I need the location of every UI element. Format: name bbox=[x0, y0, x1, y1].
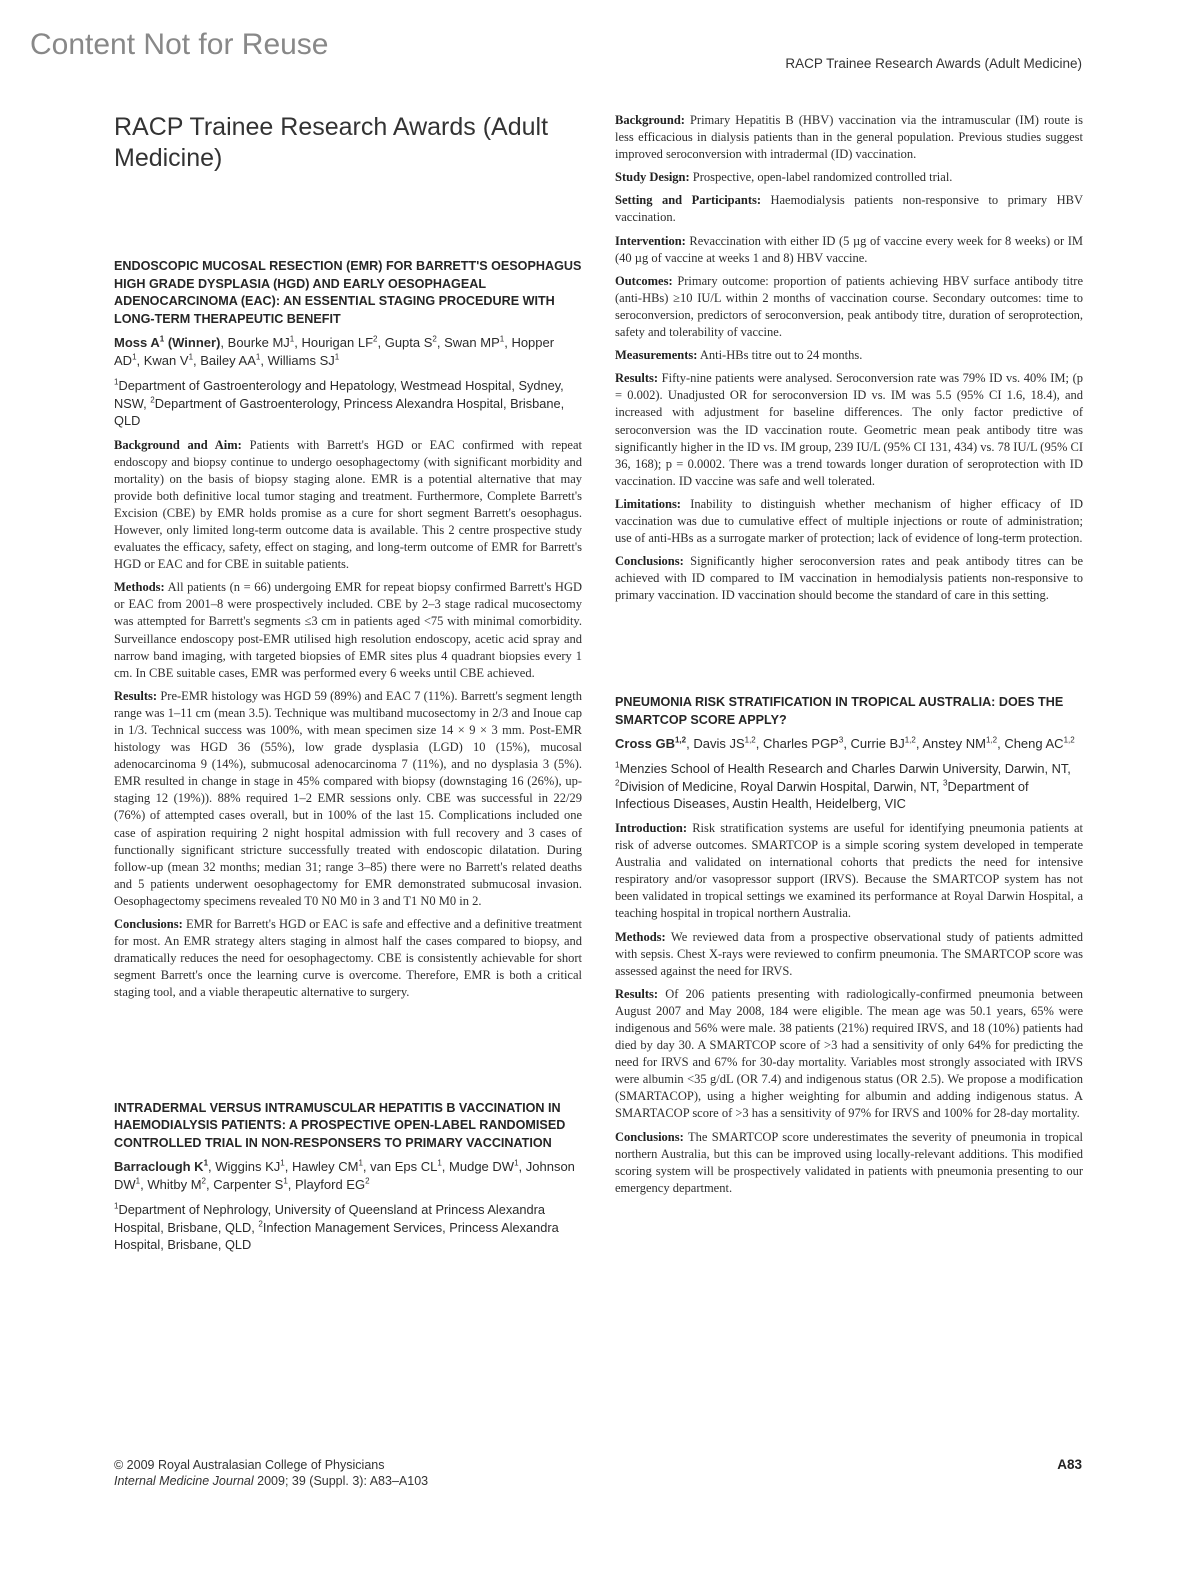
section-label: Limitations: bbox=[615, 496, 681, 511]
affil-mark: 2 bbox=[150, 395, 155, 405]
author bbox=[114, 335, 220, 350]
section-text: Of 206 patients presenting with radiologically-confirmed pneumonia between August 2007 and May 2008, 184 were eligible. The mean age was 50.1 years, 65% were indigenous and 56% were male. 38 patients (21%) required IRVS, and 18 (10%) patients had died by day 30. A SMARTCOP score of >3 had a sensitivity of only 64% for predicting the need for IRVS and 67% for 30-day mortality. Variables most strongly associated with IRVS were albumin <35 g/dL (OR 7.4) and indigenous status (OR 2.5). We propose a modification (SMARTACOP), using a higher weighting for albumin and adding indigenous status. A SMARTACOP score of >3 has a sensitivity of 97% for IRVS and 100% for 28-day mortality. bbox=[615, 986, 1084, 1121]
abstract-section bbox=[615, 169, 1083, 186]
abstract-body bbox=[114, 437, 582, 1002]
abstract-section bbox=[114, 916, 582, 1001]
author-affil-mark: 1 bbox=[203, 1158, 209, 1168]
abstract-hbv-header bbox=[114, 1100, 582, 1254]
section-text: Anti-HBs titre out to 24 months. bbox=[699, 348, 863, 363]
affil-text: Infection Management Services, Princess Alexandra Hospital, Brisbane, QLD bbox=[114, 1219, 559, 1252]
author-affil-mark: 2 bbox=[373, 334, 378, 344]
author-affil-mark: 1 bbox=[514, 1158, 519, 1168]
section-text: Pre-EMR histology was HGD 59 (89%) and EAC 7 (11%). Barrett's segment length range was 1–11 cm (mean 3.5). Technique was multiband mucosectomy in 2/3 and Inoue cap in 1/3. Technical success was 100%, with mean specimen size 14 × 9 × 3 mm. Post-EMR histology was HGD 36 (55%), low grade dysplasia (LGD) 10 (15%), mucosal adenocarcinoma 9 (14%), submucosal adenocarcinoma 7 (11%), and no dysplasia 3 (5%). EMR resulted in change in stage in 45% compared with biopsy (downstaging 16 (26%), up-staging 12 (19%)). 88% required 1–2 EMR sessions only. CBE was successful in 22/29 (76%) of attempted cases overall, but in 100% of the last 15. Complications included one case of aspiration requiring 2 night hospital admission with full recovery and 3 cases of functionally significant stricture successfully treated with endoscopic dilatation. During follow-up (mean 32 months; median 31; range 3–85) there were no Barrett's related deaths and 5 patients underwent oesophagectomy for EMR demonstrated submucosal invasion. Oesophagectomy specimens revealed T0 N0 M0 in 3 and T1 N0 M0 in 2. bbox=[114, 688, 583, 908]
section-label: Methods: bbox=[615, 929, 666, 944]
author-name: Cross GB bbox=[615, 736, 675, 752]
author bbox=[147, 1177, 206, 1192]
author-affil-mark: 1 bbox=[159, 334, 165, 344]
section-label: Background: bbox=[615, 113, 685, 127]
section-text: Significantly higher seroconversion rates and peak antibody titres can be achieved with ID compared to IM vaccination in hemodialysis patients non-responsive to primary vaccination. ID vaccination should become the standard of care in this setting. bbox=[615, 554, 1083, 603]
citation bbox=[114, 1473, 428, 1489]
author-affil-mark: 1 bbox=[255, 352, 261, 362]
abstract-section bbox=[615, 553, 1083, 604]
author bbox=[1004, 736, 1074, 751]
abstract-section bbox=[114, 579, 582, 682]
affil-text: Menzies School of Health Research and Charles Darwin University, Darwin, NT, bbox=[619, 761, 1071, 777]
author bbox=[114, 1159, 208, 1174]
author bbox=[693, 736, 755, 751]
section-label: Conclusions: bbox=[114, 917, 183, 932]
section-label: Background and Aim: bbox=[114, 437, 242, 452]
author-name: Cheng AC bbox=[1004, 736, 1064, 752]
author-affil-mark: 1,2 bbox=[985, 736, 998, 746]
author bbox=[922, 736, 997, 751]
author-affil-mark: 1 bbox=[188, 352, 194, 362]
author-list: Moss $A^1$ (Winner), Bourke $MJ^1$, Hourigan $LF^2$, Gupta $S^2$, Swan $MP^1$, Hopper $AD^1$, Kwan $V^1$, Bailey $AA^1$, Williams $SJ^1$ bbox=[114, 334, 555, 368]
author bbox=[144, 353, 193, 368]
author-note: (Winner) bbox=[164, 335, 221, 350]
author-name: Anstey NM bbox=[922, 736, 986, 752]
footer bbox=[114, 1457, 428, 1489]
affil-text: Department of Infectious Diseases, Austin Health, Heidelberg, VIC bbox=[615, 778, 1029, 812]
affiliations bbox=[615, 760, 1083, 813]
author-affil-mark: 1,2 bbox=[1063, 736, 1075, 746]
abstract-section bbox=[615, 986, 1083, 1123]
author-name: Moss A bbox=[114, 335, 160, 350]
abstract-pneumonia bbox=[615, 694, 1083, 1196]
author bbox=[200, 353, 260, 368]
author-name: Swan MP bbox=[444, 335, 500, 350]
author-affil-mark: 3 bbox=[838, 736, 844, 746]
abstract-section bbox=[615, 112, 1083, 163]
affil-text: Division of Medicine, Royal Darwin Hospital, Darwin, NT, bbox=[619, 778, 944, 794]
section-label: Conclusions: bbox=[615, 554, 684, 569]
author-name: Hawley CM bbox=[291, 1159, 359, 1174]
section-label: Conclusions: bbox=[615, 1129, 684, 1144]
section-label: Study Design: bbox=[615, 170, 690, 185]
abstract-body bbox=[615, 820, 1083, 1197]
author bbox=[292, 1159, 363, 1174]
author-affil-mark: 1,2 bbox=[904, 736, 916, 746]
author-name: Carpenter S bbox=[213, 1177, 284, 1192]
author-name: van Eps CL bbox=[370, 1159, 438, 1174]
section-text: EMR for Barrett's HGD or EAC is safe and effective and a definitive treatment for most. An EMR strategy alters staging in almost half the cases compared to biopsy, and dramatically reduces the need for oesophagectomy. CBE is consistently achievable for short segment Barrett's once the learning curve is overcome. Therefore, EMR is both a critical staging tool, and a viable therapeutic alternative to surgery. bbox=[114, 917, 583, 1000]
author-name: Wiggins KJ bbox=[215, 1159, 281, 1174]
affil-mark: 2 bbox=[615, 778, 620, 788]
author bbox=[385, 335, 437, 350]
section-text: The SMARTCOP score underestimates the severity of pneumonia in tropical northern Australia, but this can be improved using locally-relevant additions. This modified scoring system will be prospectively validated in patients with pneumonia presenting to our emergency department. bbox=[615, 1129, 1083, 1195]
author bbox=[268, 353, 340, 368]
abstract-section bbox=[615, 347, 1083, 364]
abstract-section bbox=[615, 192, 1083, 226]
watermark: Content Not for Reuse bbox=[30, 28, 329, 61]
section-text: Risk stratification systems are useful for identifying pneumonia patients at risk of adverse outcomes. SMARTCOP is a simple scoring system developed in temperate Australia and validated on international cohorts that predicts the need for intensive respiratory and/or vasopressor support (IRVS). Because the SMARTCOP system has not been validated in tropical settings we examined its performance at Royal Darwin Hospital, a teaching hospital in tropical northern Australia. bbox=[615, 820, 1083, 921]
author-affil-mark: 1 bbox=[132, 352, 137, 362]
affil-text: Department of Nephrology, University of Queensland at Princess Alexandra Hospital, Brisbane, QLD, bbox=[114, 1202, 545, 1235]
author-name: Williams SJ bbox=[267, 353, 335, 368]
author-name: Bailey AA bbox=[200, 353, 256, 368]
abstract-title: ENDOSCOPIC MUCOSAL RESECTION (EMR) FOR BARRETT'S OESOPHAGUS HIGH GRADE DYSPLASIA (HGD) AND EARLY OESOPHAGEAL ADENOCARCINOMA (EAC): AN ESSENTIAL STAGING PROCEDURE WITH LONG-TERM THERAPEUTIC BENEFIT bbox=[114, 259, 582, 326]
author-name: Hopper AD bbox=[114, 335, 555, 368]
journal-title: RACP Trainee Research Awards (Adult Medicine) bbox=[114, 113, 549, 172]
abstract-title: PNEUMONIA RISK STRATIFICATION IN TROPICAL AUSTRALIA: DOES THE SMARTCOP SCORE APPLY? bbox=[615, 695, 1064, 727]
affil-mark: 2 bbox=[258, 1219, 263, 1229]
affil-mark: 1 bbox=[114, 377, 119, 387]
abstract-title: INTRADERMAL VERSUS INTRAMUSCULAR HEPATITIS B VACCINATION IN HAEMODIALYSIS PATIENTS: A PROSPECTIVE OPEN-LABEL RANDOMISED CONTROLLED TRIAL IN NON-RESPONSERS TO PRIMARY VACCINATION bbox=[114, 1100, 566, 1150]
affil-mark: 1 bbox=[114, 1201, 119, 1211]
author-name: Davis JS bbox=[693, 736, 745, 752]
section-text: Haemodialysis patients non-responsive to primary HBV vaccination. bbox=[615, 193, 1084, 225]
author-name: Hourigan LF bbox=[301, 335, 374, 350]
citation-detail: 2009; 39 (Suppl. 3): A83–A103 bbox=[253, 1474, 429, 1488]
author-affil-mark: 1 bbox=[437, 1158, 442, 1168]
author-affil-mark: 2 bbox=[432, 334, 437, 344]
section-text: Revaccination with either ID (5 µg of vaccine every week for 8 weeks) or IM (40 µg of vaccine at weeks 1 and 8) HBV vaccine. bbox=[615, 233, 1084, 265]
section-label: Results: bbox=[114, 688, 158, 703]
author-affil-mark: 1 bbox=[283, 1176, 288, 1186]
author-affil-mark: 2 bbox=[365, 1176, 370, 1186]
section-text: Prospective, open-label randomized controlled trial. bbox=[692, 170, 953, 185]
abstract-section bbox=[615, 370, 1083, 490]
abstract-section bbox=[114, 688, 582, 910]
abstract-section bbox=[615, 496, 1083, 547]
author-affil-mark: 1 bbox=[334, 352, 340, 362]
author-name: Currie BJ bbox=[850, 736, 905, 752]
author-affil-mark: 2 bbox=[201, 1176, 206, 1186]
author bbox=[213, 1177, 288, 1192]
section-text: Patients with Barrett's HGD or EAC confirmed with repeat endoscopy and biopsy continue to undergo oesophagectomy (with significant morbidity and mortality) on the basis of biopsy staging alone. EMR is a potential alternative that may provide both definitive local tumor staging and treatment. Furthermore, Complete Barrett's Excision (CBE) by EMR holds promise as a cure for short segment Barrett's oesophagus. However, only limited long-term outcome data is available. This 2 centre prospective study evaluates the efficacy, safety, effect on staging, and long-term outcome of EMR for Barrett's HGD or EAC and for CBE in suitable patients. bbox=[114, 437, 583, 572]
author-name: Whitby M bbox=[147, 1177, 202, 1192]
abstract-section bbox=[615, 273, 1083, 341]
author-affil-mark: 1 bbox=[135, 1176, 141, 1186]
abstract-section bbox=[615, 233, 1083, 267]
author-affil-mark: 1 bbox=[358, 1158, 363, 1168]
author-affil-mark: 1 bbox=[289, 334, 295, 344]
author-name: Johnson DW bbox=[114, 1159, 575, 1192]
author bbox=[763, 736, 843, 751]
author bbox=[295, 1177, 370, 1192]
author bbox=[444, 335, 504, 350]
author bbox=[615, 736, 686, 751]
abstract-emr bbox=[114, 258, 582, 1002]
abstract-section bbox=[615, 1129, 1083, 1197]
section-text: Fifty-nine patients were analysed. Seroconversion rate was 79% ID vs. 40% IM; (p = 0.002). Unadjusted OR for seroconversion ID vs. IM was 5.5 (95% CI 1.6, 18.4), and increased with adjustment for baseline differences. The only factor predictive of seroconversion was the ID vaccination route. Geometric mean peak antibody titre was significantly higher in the ID vs. IM group, 239 IU/L (95% CI 131, 434) vs. 78 IU/L (95% CI 36, 168); p = 0.0002. There was a trend towards longer duration of seroprotection with ID vaccination. ID vaccine was safe and well tolerated. bbox=[615, 371, 1084, 488]
section-label: Outcomes: bbox=[615, 273, 673, 288]
author bbox=[851, 736, 916, 751]
affil-text: Department of Gastroenterology and Hepatology, Westmead Hospital, Sydney, NSW, bbox=[114, 378, 564, 411]
author-name: Mudge DW bbox=[449, 1159, 515, 1174]
author-name: Bourke MJ bbox=[227, 335, 290, 350]
abstract-hbv-body bbox=[615, 112, 1083, 604]
abstract-section bbox=[615, 929, 1083, 980]
section-label: Results: bbox=[615, 371, 659, 386]
left-column bbox=[114, 112, 582, 1261]
section-text: We reviewed data from a prospective observational study of patients admitted with sepsis. Chest X-rays were reviewed to confirm pneumonia. The SMARTCOP score was assessed against the need for IRVS. bbox=[615, 929, 1083, 978]
author-name: Gupta S bbox=[384, 335, 433, 350]
affil-mark: 3 bbox=[943, 778, 948, 788]
section-label: Setting and Participants: bbox=[615, 193, 762, 208]
section-label: Measurements: bbox=[615, 348, 698, 363]
section-label: Intervention: bbox=[615, 233, 686, 248]
section-label: Methods: bbox=[114, 580, 165, 595]
author-list: Barraclough $K^1$, Wiggins $KJ^1$, Hawley $CM^1$, van Eps $CL^1$, Mudge $DW^1$, Johnson $DW^1$, Whitby $M^2$, Carpenter $S^1$, Playford $EG^2$ bbox=[114, 1158, 575, 1192]
author bbox=[301, 335, 377, 350]
section-text: Primary outcome: proportion of patients achieving HBV surface antibody titre (anti-HBs) ≥10 IU/L within 2 months of vaccination course. Secondary outcomes: time to seroconversion, predictors of seroconversion, peak antibody titre, duration of seroprotection, safety and tolerability of vaccine. bbox=[615, 273, 1084, 340]
author-name: Playford EG bbox=[295, 1177, 366, 1192]
section-text: All patients (n = 66) undergoing EMR for repeat biopsy confirmed Barrett's HGD or EAC from 2001–8 were prospectively included. CBE by 2–3 stage radical mucosectomy was attempted for Barrett's segments ≤3 cm in patients aged <75 with minimal comorbidity. Surveillance endoscopy post-EMR utilised high resolution endoscopy, acetic acid spray and narrow band imaging, with targeted biopsies of EMR sites plus 4 quadrant biopsies every 1 cm. In CBE suitable cases, EMR was performed every 6 weeks until CBE achieved. bbox=[114, 580, 583, 680]
author bbox=[215, 1159, 284, 1174]
affil-mark: 1 bbox=[615, 761, 620, 771]
author-affil-mark: 1 bbox=[280, 1158, 285, 1168]
author-list: Cross GB$^{1,2}$, Davis JS$^{1,2}$, Charles PGP$^3$, Currie BJ$^{1,2}$, Anstey NM$^{1,2}$, Cheng AC$^{1,2}$ bbox=[615, 736, 1075, 752]
author-affil-mark: 1,2 bbox=[744, 736, 756, 746]
journal-name: Internal Medicine Journal bbox=[114, 1474, 254, 1488]
affil-text: Department of Gastroenterology, Princess Alexandra Hospital, Brisbane, QLD bbox=[114, 395, 565, 428]
abstract-section bbox=[615, 820, 1083, 923]
section-text: Inability to distinguish whether mechanism of higher efficacy of ID vaccination was due to cumulative effect of multiple injections or route of administration; use of anti-HBs as a surrogate marker of protection; lack of evidence of long-term protection. bbox=[615, 496, 1083, 546]
section-label: Introduction: bbox=[615, 820, 688, 835]
author-affil-mark: 1 bbox=[499, 334, 505, 344]
author-name: Kwan V bbox=[143, 353, 189, 368]
affiliations bbox=[114, 377, 582, 430]
author-affil-mark: 1,2 bbox=[674, 736, 687, 746]
copyright: © 2009 Royal Australasian College of Physicians bbox=[114, 1458, 385, 1472]
right-column bbox=[615, 112, 1083, 1203]
abstract-section bbox=[114, 437, 582, 574]
author bbox=[228, 335, 295, 350]
section-label: Results: bbox=[615, 986, 659, 1001]
running-header: RACP Trainee Research Awards (Adult Medicine) bbox=[785, 56, 1082, 71]
author-name: Charles PGP bbox=[762, 736, 839, 752]
section-text: Primary Hepatitis B (HBV) vaccination via the intramuscular (IM) route is less efficacious in dialysis patients than in the general population. Previous studies suggest improved seroconversion with intradermal (ID) vaccination. bbox=[615, 113, 1083, 162]
author bbox=[370, 1159, 442, 1174]
affiliations bbox=[114, 1201, 582, 1254]
page-number: A83 bbox=[1057, 1457, 1082, 1472]
author bbox=[449, 1159, 518, 1174]
author-name: Barraclough K bbox=[114, 1159, 204, 1174]
